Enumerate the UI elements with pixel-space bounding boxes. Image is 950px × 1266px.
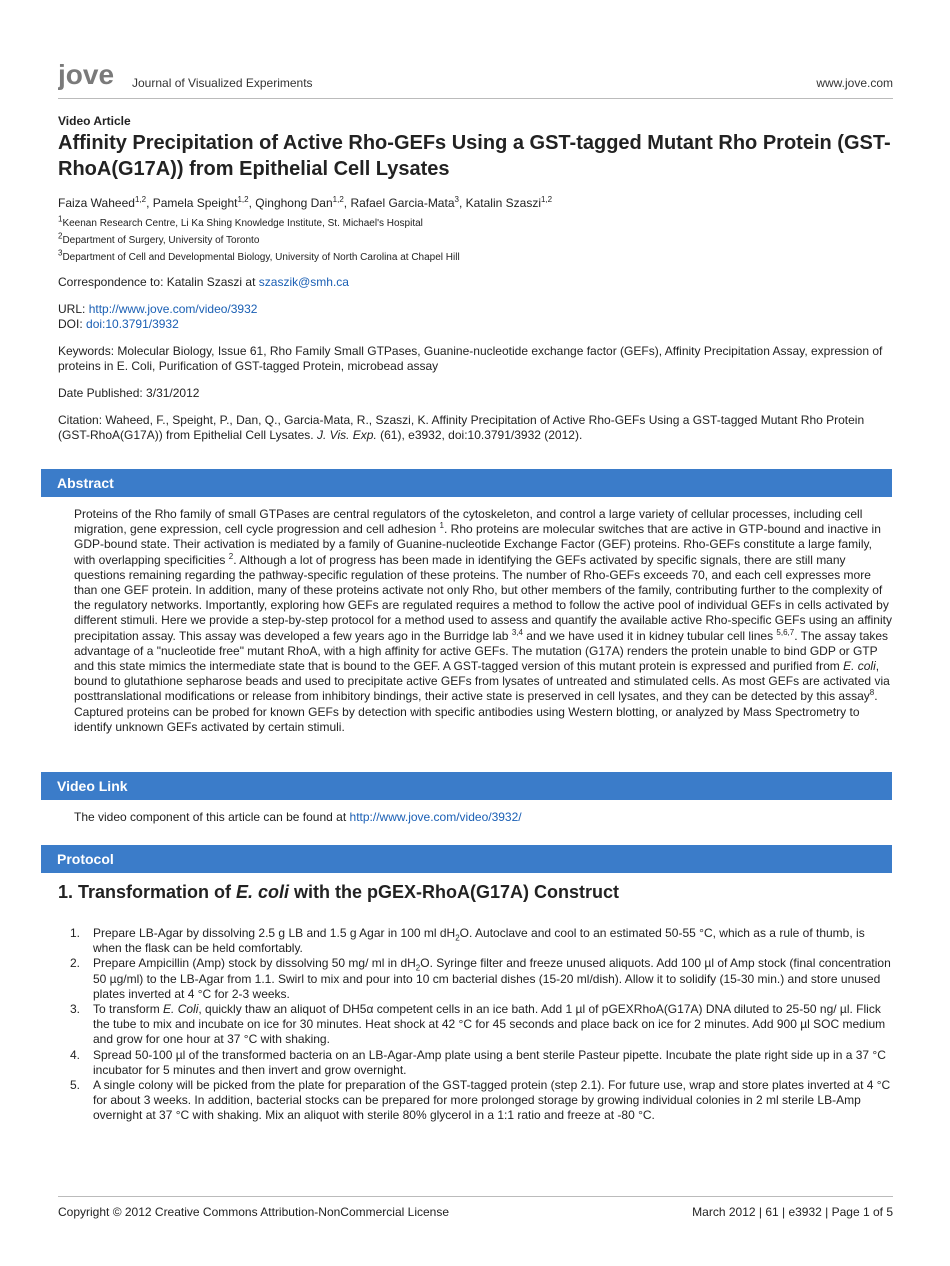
step-number: 3. — [70, 1002, 81, 1017]
reference-sup: 2 — [228, 551, 234, 561]
author-affiliation-sup: 3 — [454, 195, 459, 204]
protocol-step — [58, 1048, 892, 1078]
affiliation-number: 3 — [58, 248, 63, 258]
step-subscript: 2 — [455, 933, 460, 943]
abstract-segment: . Captured proteins can be probed for known GEFs by detection with specific antibodies using Western blotting, or analyzed by Mass Spectrometry to identify unknown GEFs activated by certain stimuli. — [74, 689, 878, 734]
protocol-steps — [58, 926, 892, 1124]
step-number: 2. — [70, 956, 81, 971]
affiliation — [58, 248, 893, 263]
step-heading: 1. Transformation of E. coli with the pGEX-RhoA(G17A) Construct — [58, 882, 620, 902]
step-text: To transform — [93, 1002, 164, 1017]
affiliation-text: Keenan Research Centre, Li Ka Shing Knowledge Institute, St. Michael's Hospital — [62, 218, 423, 229]
step-text: Prepare LB-Agar by dissolving 2.5 g LB and 1.5 g Agar in 100 ml dH — [93, 926, 456, 940]
author-affiliation-sup: 1,2 — [134, 195, 147, 204]
abstract-text — [74, 507, 892, 735]
correspondence-email-link[interactable]: szaszik@smh.ca — [258, 275, 349, 289]
affiliation-list — [58, 214, 893, 263]
author-name: Rafael Garcia-Mata — [350, 196, 455, 210]
protocol-heading: Protocol — [41, 845, 892, 873]
reference-sup: 8 — [869, 688, 875, 698]
protocol-step — [58, 926, 892, 956]
page-info: March 2012 | 61 | e3932 | Page 1 of 5 — [692, 1205, 893, 1219]
author-separator: , — [248, 196, 256, 210]
copyright: Copyright © 2012 Creative Commons Attribution-NonCommercial License — [58, 1205, 450, 1219]
author-affiliation-sup: 1,2 — [237, 195, 249, 204]
reference-sup: 3,4 — [511, 627, 523, 637]
abstract-segment: and we have used it in kidney tubular cell lines — [522, 628, 777, 643]
author-separator: , — [343, 196, 351, 210]
author-affiliation-sup: 1,2 — [541, 195, 553, 204]
protocol-step — [58, 956, 892, 1002]
article-title: Affinity Precipitation of Active Rho-GEFs Using a GST-tagged Mutant Rho Protein (GST-RhoA(G17A)) from Epithelial Cell Lysates — [58, 132, 891, 180]
correspondence: Correspondence to: Katalin Szaszi at szaszik@smh.ca — [58, 275, 349, 289]
step-text: Prepare Ampicillin (Amp) stock by dissolving 50 mg/ ml in dH — [93, 956, 416, 971]
video-url-link[interactable]: http://www.jove.com/video/3932/ — [349, 810, 522, 824]
step-text-cont: O. Autoclave and cool to an estimated 50-55 °C, which as a rule of thumb, is when the flask can be held comfortably. — [93, 926, 865, 956]
affiliation-number: 2 — [58, 231, 63, 241]
step-number: 1. — [70, 926, 81, 940]
abstract-segment: . The assay takes advantage of a "nucleotide free" mutant RhoA, with a high affinity for active GEFs. The mutation (G17A) renders the protein unable to bind GDP or GTP and this state mimics the intermediate state that is bound to the GEF. A GST-tagged version of this mutant protein is expressed and purified from — [74, 628, 889, 674]
article-header — [58, 114, 893, 443]
step-text: A single colony will be picked from the plate for preparation of the GST-tagged protein (step 2.1). For future use, wrap and store plates inverted at 4 °C for about 3 weeks. In addition, bacterial stocks can be prepared for more prolonged storage by growing individual colonies in 2 ml sterile LB-Amp overnight at 37 °C with shaking. Mix an aliquot with sterile 80% glycerol in a 1:1 ratio and freeze at -80 °C. — [93, 1078, 891, 1123]
reference-sup: 1 — [439, 521, 444, 531]
abstract-heading: Abstract — [41, 469, 892, 497]
protocol-step — [58, 1078, 892, 1124]
article-type: Video Article — [58, 114, 131, 128]
site-url[interactable]: www.jove.com — [816, 76, 893, 90]
affiliation — [58, 231, 893, 246]
author-name: Qinghong Dan — [255, 196, 333, 210]
page-header — [58, 60, 893, 99]
url-doi-block: URL: http://www.jove.com/video/3932 DOI: doi:10.3791/3932 — [58, 302, 258, 331]
abstract-segment: Proteins of the Rho family of small GTPases are central regulators of the cytoskeleton, and control a large variety of cellular processes, including cell migration, gene expression, cell cycle progression and cell adhesion — [74, 507, 863, 537]
step-text: Spread 50-100 µl of the transformed bacteria on an LB-Agar-Amp plate using a bent sterile Pasteur pipette. Incubate the plate right side up in a 37 °C incubator for 5 minutes and then invert and grow overnight. — [93, 1047, 886, 1077]
article-url-link[interactable]: http://www.jove.com/video/3932 — [88, 302, 258, 316]
abstract-segment: , bound to glutathione sepharose beads and used to precipitate active GEFs from lysates of untreated and stimulated cells. As most GEFs are activated via posttranslational modifications or release from inhibitory bindings, their active state is preserved in cell lysates, and they can be detected by this assay — [74, 659, 890, 704]
step-subscript: 2 — [415, 963, 421, 973]
author-separator: , — [146, 196, 153, 210]
journal-name: Journal of Visualized Experiments — [132, 76, 313, 90]
affiliation — [58, 214, 893, 229]
affiliation-text: Department of Cell and Developmental Biology, University of North Carolina at Chapel Hill — [62, 252, 460, 263]
protocol-step — [58, 1002, 892, 1048]
author-name: Pamela Speight — [152, 196, 238, 210]
author-name: Faiza Waheed — [58, 196, 135, 210]
step-italic: E. Coli — [163, 1002, 199, 1017]
abstract-segment: . Rho proteins are molecular switches that are active in GTP-bound and inactive in GDP-bound state. Their activation is mediated by a family of Guanine-nucleotide Exchange Factor (GEF) proteins. Rho-GEFs constitute a large family, with overlapping specificities — [74, 522, 881, 567]
step-text-cont: O. Syringe filter and freeze unused aliquots. Add 100 µl of Amp stock (final concentration 50 µg/ml) to the LB-Agar from 1.1. Swirl to mix and pour into 10 cm bacterial dishes (15-20 ml/dish). Allow it to solidify (15-30 min.) and store unused plates inverted at 4 °C for 2-3 weeks. — [93, 956, 891, 1001]
abstract-italic: E. coli — [843, 659, 876, 674]
date-published: Date Published: 3/31/2012 — [58, 386, 200, 400]
affiliation-number: 1 — [58, 214, 63, 224]
keywords: Keywords: Molecular Biology, Issue 61, Rho Family Small GTPases, Guanine-nucleotide exchange factor (GEFs), Affinity Precipitation Assay, expression of proteins in E. Coli, Purification of GST-tagged Protein, microbead assay — [58, 344, 883, 373]
step-number: 4. — [70, 1047, 81, 1062]
page-footer — [58, 1196, 893, 1219]
reference-sup: 5,6,7 — [776, 627, 795, 637]
video-link-heading: Video Link — [41, 772, 892, 800]
author-list — [58, 196, 893, 210]
step-text-cont: , quickly thaw an aliquot of DH5α competent cells in an ice bath. Add 1 µl of pGEXRhoA(G17A) DNA diluted to 25-50 ng/ µl. Flick the tube to mix and incubate on ice for 30 minutes. Heat shock at 42 °C for 45 seconds and place back on ice for 2 minutes. Add 900 µl SOC medium and grow for one hour at 37 °C with shaking. — [93, 1002, 886, 1047]
author-affiliation-sup: 1,2 — [332, 195, 344, 204]
citation: Citation: Waheed, F., Speight, P., Dan, Q., Garcia-Mata, R., Szaszi, K. Affinity Precipitation of Active Rho-GEFs Using a GST-tagged Mutant Rho Protein (GST-RhoA(G17A)) from Epithelial Cell Lysates. J. Vis. Exp. (61), e3932, doi:10.3791/3932 (2012). — [58, 413, 865, 442]
video-link-text: The video component of this article can be found at http://www.jove.com/video/3932/ — [74, 810, 522, 824]
abstract-segment: . Although a lot of progress has been made in identifying the GEFs activated by specific signals, there are still many questions remaining regarding the pathway-specific regulation of these proteins. The number of Rho-GEFs exceeds 70, and each cell expresses more than one GEF protein. In addition, many of these proteins activate not only Rho, but other members of the family, contributing further to the complexity of the regulatory networks. Importantly, exploring how GEFs are regulated requires a method to follow the active pool of individual GEFs in cells activated by different stimuli. Here we provide a step-by-step protocol for a method used to assess and quantify the available active Rho-specific GEFs using an affinity precipitation assay. This assay was developed a few years ago in the Burridge lab — [74, 552, 892, 643]
affiliation-text: Department of Surgery, University of Toronto — [62, 235, 260, 246]
doi-link[interactable]: doi:10.3791/3932 — [86, 317, 179, 331]
jove-logo — [58, 60, 126, 94]
author-separator: , — [458, 196, 466, 210]
author-name: Katalin Szaszi — [465, 196, 541, 210]
svg-text:jove: jove — [58, 60, 115, 90]
step-number: 5. — [70, 1078, 81, 1093]
